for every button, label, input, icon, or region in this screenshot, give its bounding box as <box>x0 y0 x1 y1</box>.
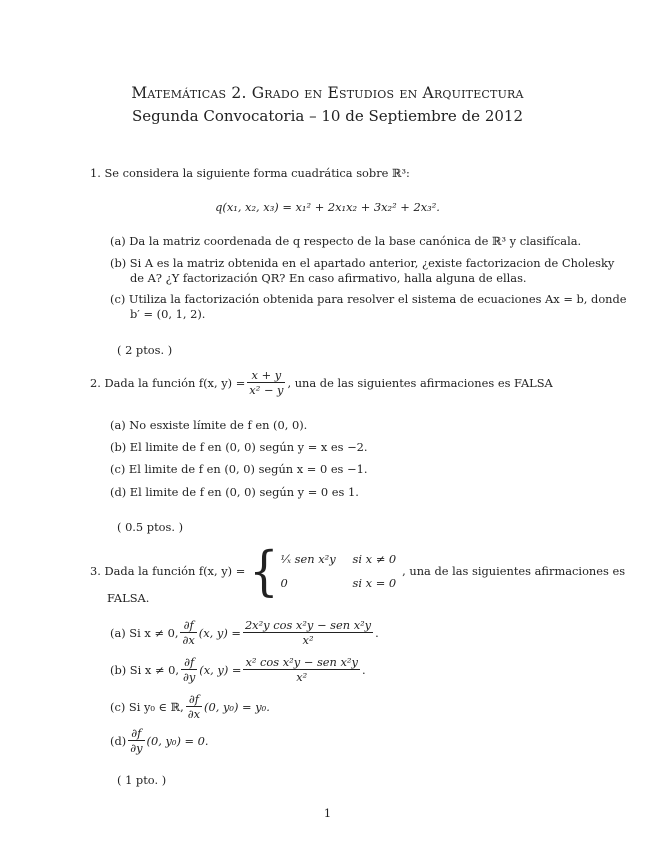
q2-points: ( 0.5 ptos. ) <box>117 520 184 534</box>
q3-lead: 3. Dada la función f(x, y) = <box>90 564 246 578</box>
q2-lead: 2. Dada la función f(x, y) = <box>90 375 246 390</box>
q3-c-partial-den: ∂x <box>187 707 201 721</box>
exam-title: Matemáticas 2. Grado en Estudios en Arquitectura <box>131 84 524 102</box>
left-brace-icon: { <box>249 539 279 603</box>
q3-b-partial <box>181 655 197 684</box>
q3-b-partial-den: ∂y <box>182 670 196 684</box>
q1-item-c-line1: (c) Utiliza la factorización obtenida para resolver el sistema de ecuaciones Ax = b, donde <box>110 292 627 306</box>
q3-b-den: x² <box>296 670 308 684</box>
q3-a-partial <box>180 618 196 647</box>
q3-item-c <box>110 692 270 721</box>
page-number: 1 <box>323 806 332 820</box>
q3-d-partial <box>128 726 144 755</box>
q3-cases <box>281 547 397 595</box>
q2-fraction <box>247 368 285 397</box>
q3-b-prefix: (b) Si x ≠ 0, <box>110 662 179 677</box>
q3-c-partial <box>186 692 202 721</box>
q3-a-prefix: (a) Si x ≠ 0, <box>110 625 179 640</box>
q2-item-c: (c) El limite de f en (0, 0) según x = 0 es −1. <box>110 462 368 476</box>
q3-a-partial-den: ∂x <box>182 633 195 647</box>
q3-d-partial-num: ∂f <box>128 726 144 741</box>
q3-b-fraction <box>243 655 360 684</box>
q1-formula: q(x₁, x₂, x₃) = x₁² + 2x₁x₂ + 3x₂² + 2x₃². <box>215 200 440 214</box>
q1-item-c-line2: b′ = (0, 1, 2). <box>130 307 206 321</box>
q3-tail: , una de las siguientes afirmaciones es <box>402 564 626 578</box>
q3-d-prefix: (d) <box>110 733 127 748</box>
q3-case1-condition: si x ≠ 0 <box>352 552 397 566</box>
q1-intro: 1. Se considera la siguiente forma cuadrática sobre ℝ³: <box>90 166 410 180</box>
q1-item-b-line1: (b) Si A es la matriz obtenida en el apartado anterior, ¿existe factorizacion de Cholesky <box>110 256 615 270</box>
q3-b-end: . <box>361 662 366 677</box>
q3-case2-condition: si x = 0 <box>352 576 397 590</box>
exam-subtitle: Segunda Convocatoria – 10 de Septiembre de 2012 <box>131 107 524 125</box>
q2-tail: , una de las siguientes afirmaciones es FALSA <box>287 375 553 390</box>
q3-a-mid: (x, y) = <box>198 625 241 640</box>
q3-a-fraction <box>243 618 373 647</box>
q3-d-partial-den: ∂y <box>130 741 143 755</box>
q2-statement <box>90 368 553 397</box>
q2-item-d: (d) El limite de f en (0, 0) según y = 0 es 1. <box>110 485 359 499</box>
q3-a-end: . <box>375 625 379 640</box>
q1-item-b-line2: de A? ¿Y factorización QR? En caso afirmativo, halla alguna de ellas. <box>130 271 527 285</box>
q3-b-partial-num: ∂f <box>181 655 197 670</box>
q1-points: ( 2 ptos. ) <box>117 343 173 357</box>
q3-item-a <box>110 618 379 647</box>
q3-b-num: x² cos x²y − sen x²y <box>245 655 358 669</box>
q2-item-b: (b) El limite de f en (0, 0) según y = x es −2. <box>110 440 368 454</box>
q3-item-d <box>110 726 209 755</box>
q2-item-a: (a) No esxiste límite de f en (0, 0). <box>110 418 308 432</box>
q1-item-a: (a) Da la matriz coordenada de q respecto de la base canónica de ℝ³ y clasifícala. <box>110 234 582 248</box>
q3-case2-value: 0 <box>280 576 288 590</box>
q3-c-end: (0, y₀) = y₀. <box>204 699 270 714</box>
q3-a-partial-num: ∂f <box>180 618 196 633</box>
q3-d-end: (0, y₀) = 0. <box>146 733 209 748</box>
q3-tail-2: FALSA. <box>107 591 150 605</box>
q3-c-partial-num: ∂f <box>186 692 202 707</box>
q3-c-prefix: (c) Si y₀ ∈ ℝ, <box>110 699 184 714</box>
q3-item-b <box>110 655 366 684</box>
q2-denominator: x² − y <box>249 383 284 397</box>
q3-b-mid: (x, y) = <box>199 662 242 677</box>
q2-numerator: x + y <box>247 368 285 383</box>
q3-points: ( 1 pto. ) <box>117 773 167 787</box>
q3-case1-value: ¹⁄ₓ sen x²y <box>280 552 336 566</box>
q3-piecewise <box>249 539 397 603</box>
q3-a-num: 2x²y cos x²y − sen x²y <box>244 618 372 632</box>
q3-a-den: x² <box>302 633 314 647</box>
